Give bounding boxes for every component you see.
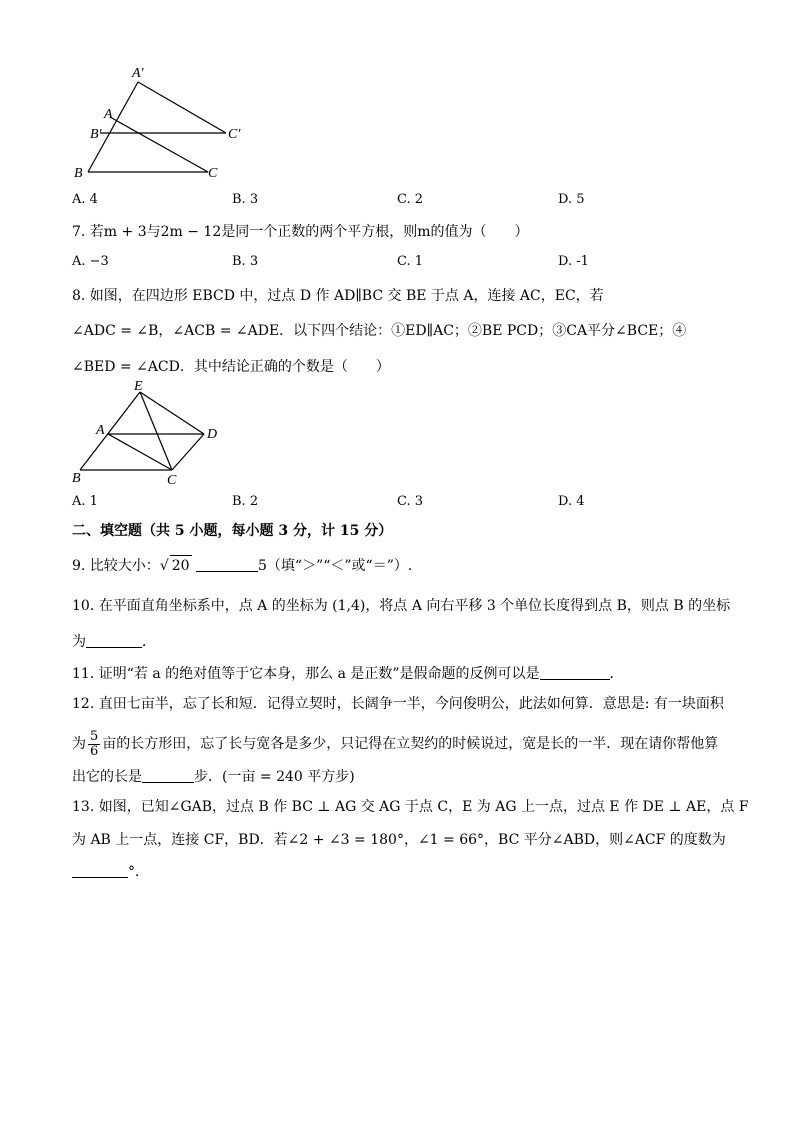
q12-line3-suffix: 步．(一亩 = 240 平方步) [194,769,355,785]
q11-prefix: 11. 证明“若 a 的绝对值等于它本身，那么 a 是正数”是假命题的反例可以是 [72,666,540,682]
q8-line-d-c [172,434,204,470]
q8-option-a: A. 1 [72,494,98,509]
q8-options [72,494,732,514]
q10-line2-suffix: ． [142,634,156,650]
q8-option-c: C. 3 [397,494,424,509]
q9-prefix: 9. 比较大小： [72,558,160,574]
q12-line2-suffix: 亩的长方形田，忘了长与宽各是多少，只记得在立契约的时候说过，宽是长的一半．现在请你帮他算 [102,736,719,752]
q8-line-e-b [80,392,140,470]
q12-question-line2 [72,727,732,761]
q7-option-a: A. −3 [72,254,109,269]
q9-sqrt-sign: √ [159,558,169,574]
q6-option-c: C. 2 [397,192,424,207]
q13-line3-suffix: °． [128,864,149,880]
q12-fraction [88,730,100,759]
q12-question-line1: 12. 直田七亩半，忘了长和短．记得立契时，长阔争一半，今问俊明公，此法如何算．意思是: 有一块面积 [72,696,724,712]
q8-line-e-c [140,392,172,470]
q12-frac-numerator: 5 [90,728,99,744]
q10-answer-blank[interactable] [86,633,142,648]
q6-options [72,192,732,212]
q8-quadrilateral-figure [70,380,230,490]
q6-option-d: D. 5 [558,192,585,207]
q8-label-e: E [134,380,143,394]
q12-frac-denominator: 6 [90,743,99,759]
q6-label-b: B [74,166,83,181]
q12-line2-prefix: 为 [72,736,86,752]
q7-option-b: B. 3 [232,254,259,269]
q6-label-a1: A′ [132,66,144,81]
section-fill-in-title: 二、填空题（共 5 小题，每小题 3 分，计 15 分） [72,523,393,539]
q8-label-b: B [72,471,81,486]
q10-line2-prefix: 为 [72,634,86,650]
q6-line-a-c [110,117,208,172]
q12-line3-prefix: 出它的长是 [72,769,142,785]
q13-question-line1: 13. 如图，已知∠GAB，过点 B 作 BC ⊥ AG 交 AG 于点 C，E 为 AG 上一点，过点 E 作 DE ⊥ AE，点 F [72,799,749,815]
q11-question [72,664,732,684]
q8-question-line1: 8. 如图，在四边形 EBCD 中，过点 D 作 AD∥BC 交 BE 于点 A，连接 AC，EC，若 [72,288,604,304]
q8-label-a: A [96,423,105,438]
q8-line-e-d [140,392,204,434]
q7-option-c: C. 1 [397,254,424,269]
q8-label-c: C [167,473,177,488]
q6-label-a: A [104,107,113,122]
q6-line-a1-c1 [138,82,226,133]
q6-label-b1: B′ [90,127,102,142]
q6-label-c1: C′ [228,127,241,142]
q7-question: 7. 若m + 3与2m − 12是同一个正数的两个平方根，则m的值为（ ） [72,224,529,240]
q7-option-d: D. -1 [558,254,589,269]
q9-radicand: 20 [170,555,192,576]
q6-triangle-figure [72,62,272,184]
q12-question-line3 [72,767,732,787]
q9-answer-blank[interactable] [196,557,258,572]
q8-question-line3: ∠BED = ∠ACD．其中结论正确的个数是（ ） [72,359,390,375]
q7-options [72,254,732,274]
q9-suffix: 5（填“＞”“＜”或“＝”）. [258,558,413,574]
q8-option-d: D. 4 [558,494,585,509]
q10-question-line2 [72,632,732,652]
q8-option-b: B. 2 [232,494,259,509]
q10-question-line1: 10. 在平面直角坐标系中，点 A 的坐标为 (1,4)，将点 A 向右平移 3 个单位长度得到点 B，则点 B 的坐标 [72,598,731,614]
q9-question [72,555,732,576]
q8-line-a-c [108,434,172,470]
q6-option-a: A. 4 [72,192,98,207]
q6-label-c: C [208,166,218,181]
q13-answer-blank[interactable] [72,863,128,878]
q8-label-d: D [207,427,218,442]
q12-answer-blank[interactable] [142,768,194,783]
q13-question-line3 [72,862,732,882]
q11-answer-blank[interactable] [540,665,610,680]
q13-question-line2: 为 AB 上一点，连接 CF，BD．若∠2 + ∠3 = 180°，∠1 = 66°，BC 平分∠ABD，则∠ACF 的度数为 [72,832,726,848]
q11-suffix: ． [609,666,624,682]
q8-question-line2: ∠ADC = ∠B，∠ACB = ∠ADE．以下四个结论：①ED∥AC；②BE PCD；③CA平分∠BCE；④ [72,323,687,339]
q6-option-b: B. 3 [232,192,259,207]
